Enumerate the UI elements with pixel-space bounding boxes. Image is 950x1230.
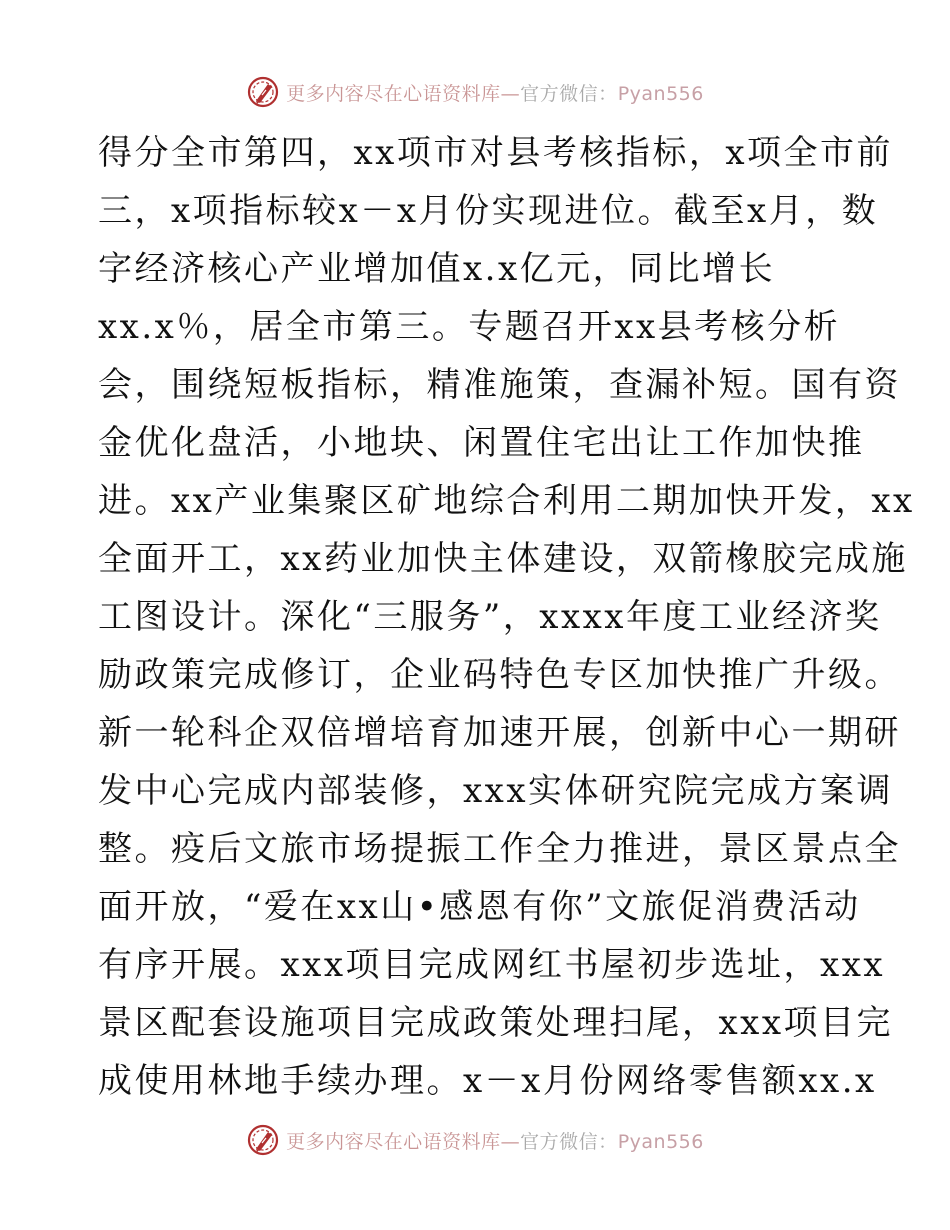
watermark-main: 更多内容尽在心语资料库	[286, 1130, 501, 1153]
header-watermark	[0, 72, 950, 112]
watermark-id: Pyan556	[617, 1130, 704, 1153]
text-line: 整。疫后文旅市场提振工作全力推进，景区景点全	[98, 829, 901, 869]
text-line: 成使用林地手续办理。x－x月份网络零售额xx.x	[98, 1061, 877, 1101]
watermark-id: Pyan556	[617, 82, 704, 105]
watermark-main: 更多内容尽在心语资料库	[286, 82, 501, 105]
text-line: 全面开工，xx药业加快主体建设，双箭橡胶完成施	[98, 539, 908, 579]
text-line: 工图设计。深化“三服务”，xxxx年度工业经济奖	[98, 597, 882, 637]
text-line: 景区配套设施项目完成政策处理扫尾，xxx项目完	[98, 1003, 894, 1043]
text-line: 金优化盘活，小地块、闲置住宅出让工作加快推	[98, 423, 865, 463]
text-line: 三，x项指标较x－x月份实现进位。截至x月，数	[98, 191, 879, 231]
document-body	[98, 124, 915, 1110]
footer-watermark	[0, 1120, 950, 1160]
text-line: xx.x％，居全市第三。专题召开xx县考核分析	[98, 307, 841, 347]
watermark-label: 官方微信：	[520, 82, 618, 105]
pen-nib-logo-icon	[246, 1123, 280, 1157]
watermark-text	[286, 79, 704, 106]
text-line: 励政策完成修订，企业码特色专区加快推广升级。	[98, 655, 901, 695]
text-line: 会，围绕短板指标，精准施策，查漏补短。国有资	[98, 365, 901, 405]
watermark-separator: —	[500, 1130, 521, 1153]
text-line: 有序开展。xxx项目完成网红书屋初步选址，xxx	[98, 945, 886, 985]
text-line: 得分全市第四，xx项市对县考核指标，x项全市前	[98, 133, 894, 173]
pen-nib-logo-icon	[246, 75, 280, 109]
text-line: 新一轮科企双倍增培育加速开展，创新中心一期研	[98, 713, 901, 753]
text-line: 进。xx产业集聚区矿地综合利用二期加快开发，xx	[98, 481, 915, 521]
text-line: 字经济核心产业增加值x.x亿元，同比增长	[98, 249, 776, 289]
watermark-label: 官方微信：	[520, 1130, 618, 1153]
watermark-separator: —	[500, 82, 521, 105]
text-line: 面开放，“爱在xx山•感恩有你”文旅促消费活动	[98, 887, 861, 927]
text-line: 发中心完成内部装修，xxx实体研究院完成方案调	[98, 771, 894, 811]
watermark-text	[286, 1127, 704, 1154]
